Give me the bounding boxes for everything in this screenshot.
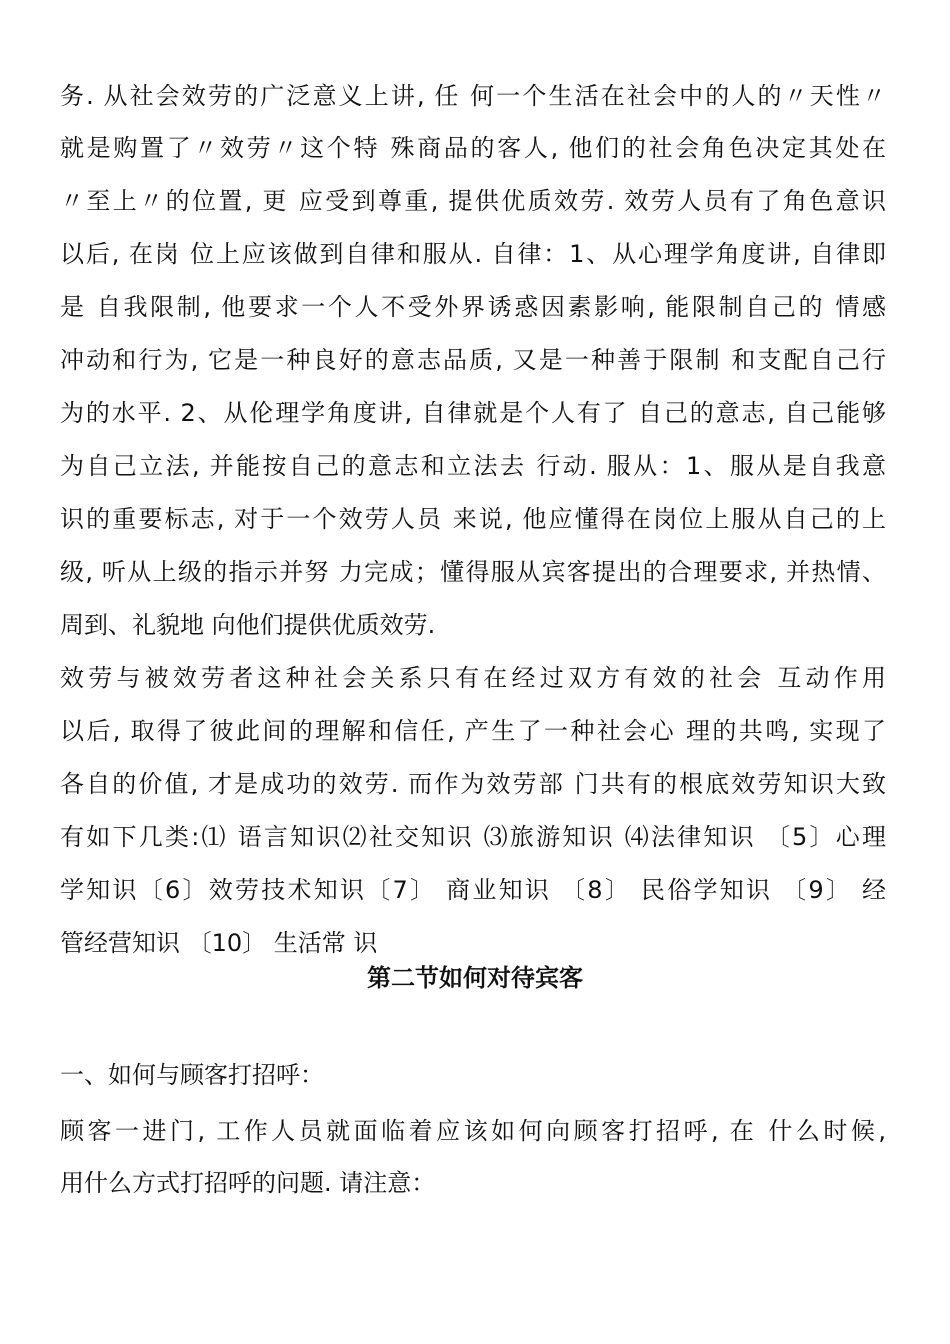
text-line: 冲动和行为, 它是一种良好的意志品质, 又是一种善于限制 和支配自己行: [60, 346, 886, 374]
text-line: 管经营知识 〔10〕 生活常 识: [60, 929, 378, 957]
text-line: 〃至上〃的位置, 更 应受到尊重, 提供优质效劳. 效劳人员有了角色意识: [60, 187, 886, 215]
text-line: 用什么方式打招呼的问题. 请注意：: [60, 1169, 436, 1197]
text-line: 有如下几类:⑴ 语言知识⑵社交知识 ⑶旅游知识 ⑷法律知识 〔5〕心理: [60, 823, 886, 851]
text-line: 顾客一进门, 工作人员就面临着应该如何向顾客打招呼, 在 什么时候,: [60, 1117, 886, 1145]
text-line: 学知识〔6〕效劳技术知识〔7〕 商业知识 〔8〕 民俗学知识 〔9〕 经: [60, 876, 886, 904]
text-line: 各自的价值, 才是成功的效劳. 而作为效劳部 门共有的根底效劳知识大致: [60, 770, 886, 798]
text-line: 级, 听从上级的指示并努 力完成；懂得服从宾客提出的合理要求, 并热情、: [60, 558, 886, 586]
text-line: 识的重要标志, 对于一个效劳人员 来说, 他应懂得在岗位上服从自己的上: [60, 505, 886, 533]
text-line: 是 自我限制, 他要求一个人不受外界诱惑因素影响, 能限制自己的 情感: [60, 293, 886, 321]
text-line: 务. 从社会效劳的广泛意义上讲, 任 何一个生活在社会中的人的〃天性〃: [60, 82, 886, 110]
section-title: 第二节如何对待宾客: [367, 964, 583, 992]
text-line: 为自己立法, 并能按自己的意志和立法去 行动. 服从：1、服从是自我意: [60, 452, 886, 480]
subsection-title: 一、如何与顾客打招呼：: [60, 1061, 324, 1089]
text-line: 就是购置了〃效劳〃这个特 殊商品的客人, 他们的社会角色决定其处在: [60, 134, 886, 162]
text-line: 效劳与被效劳者这种社会关系只有在经过双方有效的社会 互动作用: [60, 664, 886, 692]
text-line: 以后, 取得了彼此间的理解和信任, 产生了一种社会心 理的共鸣, 实现了: [60, 717, 886, 745]
text-line: 以后, 在岗 位上应该做到自律和服从. 自律：1、从心理学角度讲, 自律即: [60, 240, 886, 268]
text-line: 周到、礼貌地 向他们提供优质效劳.: [60, 611, 436, 639]
text-line: 为的水平. 2、从伦理学角度讲, 自律就是个人有了 自己的意志, 自己能够: [60, 399, 886, 427]
